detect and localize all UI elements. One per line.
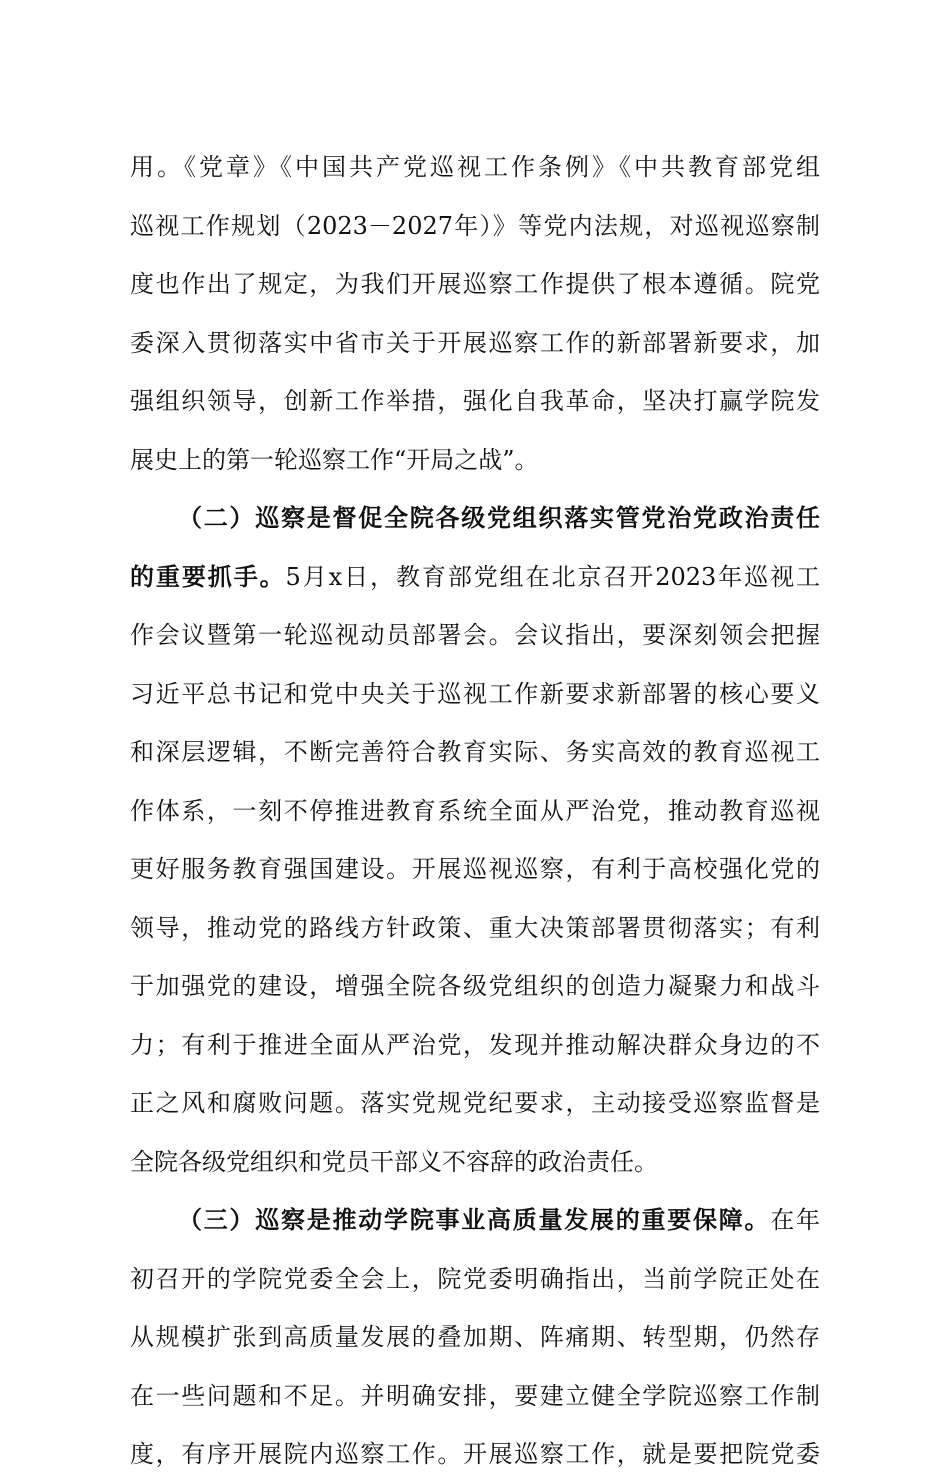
- line-text: 巡视工作规划（2023－2027年）》等党内法规，对巡视巡察制: [130, 211, 820, 240]
- line-text: 用。《党章》《中国共产党巡视工作条例》《中共教育部党组: [130, 153, 820, 181]
- body-text: [130, 138, 820, 1484]
- text-line-22: [130, 1367, 820, 1426]
- line-text: 从规模扩张到高质量发展的叠加期、阵痛期、转型期，仍然存: [130, 1323, 820, 1351]
- text-line-4: [130, 314, 820, 373]
- line-text: 初召开的学院党委全会上，院党委明确指出，当前学院正处在: [130, 1264, 820, 1293]
- heading-text: 的重要抓手。: [130, 561, 286, 591]
- line-text: 在年: [770, 1206, 820, 1234]
- text-line-15: [130, 957, 820, 1016]
- text-line-5: [130, 372, 820, 431]
- line-text: 度，有序开展院内巡察工作。开展巡察工作，就是要把院党委: [130, 1440, 820, 1468]
- text-line-14: [130, 899, 820, 958]
- text-line-23: [130, 1425, 820, 1484]
- text-line-10: [130, 665, 820, 724]
- line-text: 展史上的第一轮巡察工作“开局之战”。: [130, 445, 539, 474]
- text-line-20: [130, 1250, 820, 1309]
- line-text: 力；有利于推进全面从严治党，发现并推动解决群众身边的不: [130, 1030, 820, 1059]
- text-line-6: [130, 431, 820, 490]
- text-line-9: [130, 606, 820, 665]
- line-text: 领导，推动党的路线方针政策、重大决策部署贯彻落实；有利: [130, 913, 820, 942]
- text-line-12: [130, 782, 820, 841]
- line-text: 委深入贯彻落实中省市关于开展巡察工作的新部署新要求，加: [130, 328, 820, 357]
- text-line-16: [130, 1016, 820, 1075]
- line-text: 和深层逻辑，不断完善符合教育实际、务实高效的教育巡视工: [130, 738, 820, 766]
- line-text: 正之风和腐败问题。落实党规党纪要求，主动接受巡察监督是: [130, 1089, 820, 1117]
- text-line-2: [130, 197, 820, 256]
- line-text: 强组织领导，创新工作举措，强化自我革命，坚决打赢学院发: [130, 387, 820, 415]
- text-line-18: [130, 1133, 820, 1192]
- heading-text: （三）巡察是推动学院事业高质量发展的重要保障。: [178, 1205, 771, 1234]
- line-text: 更好服务教育强国建设。开展巡视巡察，有利于高校强化党的: [130, 855, 820, 883]
- line-text: 作体系，一刻不停推进教育系统全面从严治党，推动教育巡视: [130, 796, 820, 825]
- text-line-17: [130, 1074, 820, 1133]
- line-text: 度也作出了规定，为我们开展巡察工作提供了根本遵循。院党: [130, 270, 820, 298]
- section-heading-3: [130, 1191, 820, 1250]
- line-text: 作会议暨第一轮巡视动员部署会。会议指出，要深刻领会把握: [130, 621, 820, 649]
- text-line-21: [130, 1308, 820, 1367]
- line-text: 在一些问题和不足。并明确安排，要建立健全学院巡察工作制: [130, 1381, 820, 1410]
- text-line-11: [130, 723, 820, 782]
- text-line-8: [130, 548, 820, 607]
- line-text: 5月x日，教育部党组在北京召开2023年巡视工: [285, 562, 820, 591]
- text-line-1: [130, 138, 820, 197]
- line-text: 全院各级党组织和党员干部义不容辞的政治责任。: [130, 1147, 658, 1176]
- section-heading-2: [130, 489, 820, 548]
- text-line-3: [130, 255, 820, 314]
- heading-text: （二）巡察是督促全院各级党组织落实管党治党政治责任: [178, 503, 820, 532]
- text-line-13: [130, 840, 820, 899]
- line-text: 习近平总书记和党中央关于巡视工作新要求新部署的核心要义: [130, 679, 820, 708]
- line-text: 于加强党的建设，增强全院各级党组织的创造力凝聚力和战斗: [130, 972, 820, 1000]
